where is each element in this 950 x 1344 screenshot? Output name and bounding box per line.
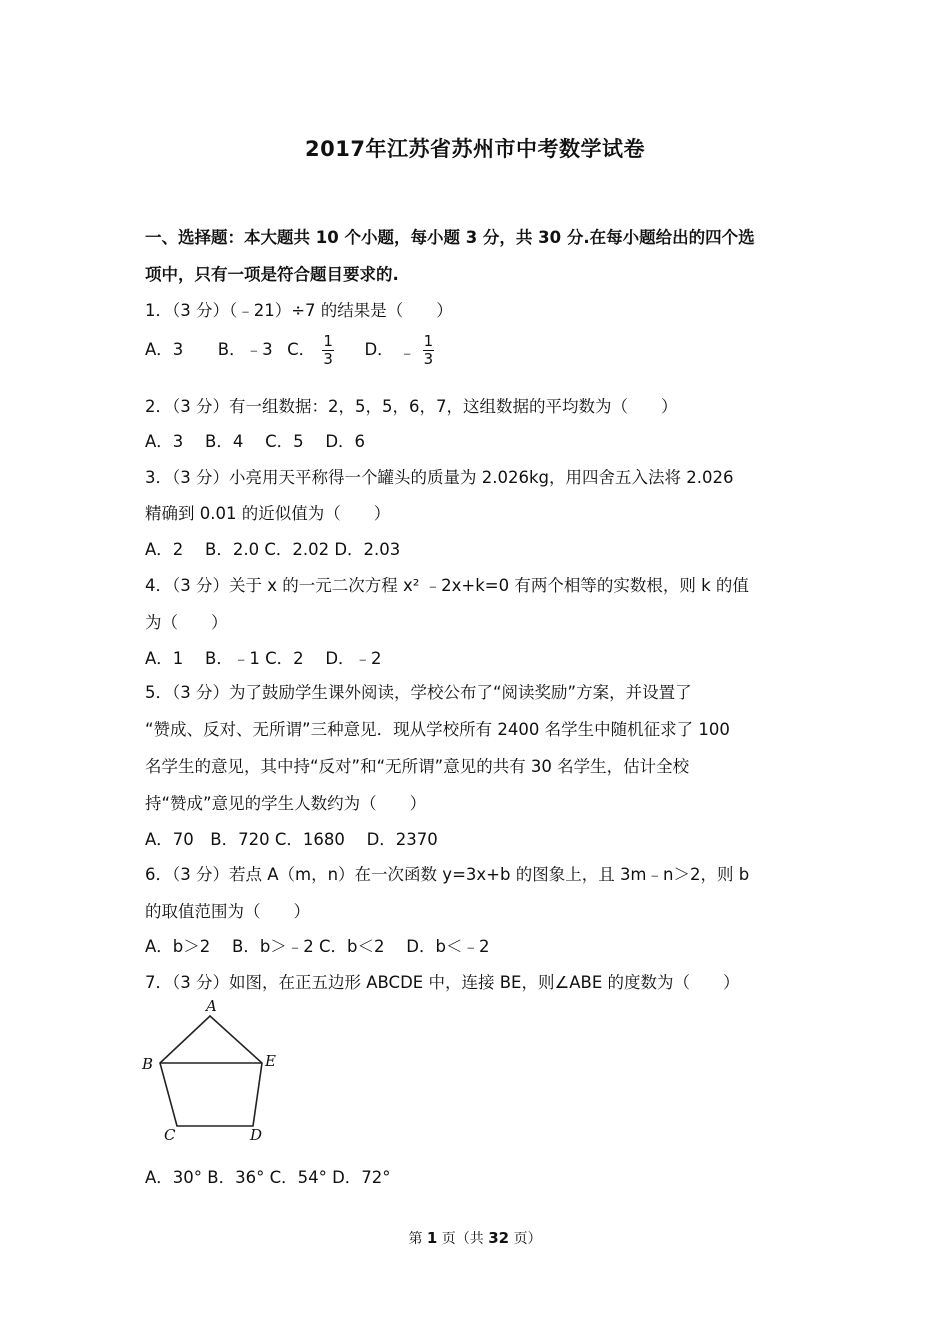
q1-option-d-prefix: D． [364,340,394,359]
question-4-stem-line1: 4．（3 分）关于 x 的一元二次方程 x² ﹣2x+k=0 有两个相等的实数根，则 k 的值 [145,576,749,595]
question-4-stem-line2: 为（ ） [145,613,228,632]
question-4-options: A．1 B．﹣1 C．2 D．﹣2 [145,649,382,668]
fraction-denominator: 3 [323,350,333,368]
vertex-label-c: C [164,1126,176,1144]
page-title: 2017年江苏省苏州市中考数学试卷 [305,137,645,161]
fraction-numerator: 1 [323,332,333,350]
question-5-stem-line3: 名学生的意见，其中持“反对”和“无所谓”意见的共有 30 名学生，估计全校 [145,757,690,776]
negative-sign: ﹣ [398,342,416,362]
question-6-stem-line1: 6．（3 分）若点 A（m，n）在一次函数 y=3x+b 的图象上，且 3m﹣n＞2，则 b [145,865,750,884]
q1-option-b: B．﹣3 [217,340,273,359]
question-7-stem: 7．（3 分）如图，在正五边形 ABCDE 中，连接 BE，则∠ABE 的度数为（ ） [145,973,740,992]
vertex-label-d: D [250,1126,263,1144]
question-6-stem-line2: 的取值范围为（ ） [145,902,310,921]
question-5-stem-line1: 5．（3 分）为了鼓励学生课外阅读，学校公布了“阅读奖励”方案，并设置了 [145,683,692,702]
question-6-options: A．b＞2 B．b＞﹣2 C．b＜2 D．b＜﹣2 [145,937,490,956]
question-3-stem-line1: 3．（3 分）小亮用天平称得一个罐头的质量为 2.026kg，用四舍五入法将 2.026 [145,468,734,487]
question-3-options: A．2 B．2.0 C．2.02 D．2.03 [145,540,401,559]
q1-option-c-fraction [322,334,334,367]
pentagon-diagram [140,996,290,1146]
question-7-options: A．30° B．36° C．54° D．72° [145,1168,391,1187]
question-5-options: A．70 B．720 C．1680 D．2370 [145,830,438,849]
question-5-stem-line4: 持“赞成”意见的学生人数约为（ ） [145,794,427,813]
footer-prefix: 第 [408,1231,423,1247]
pentagon-outline [160,1016,262,1126]
fraction-denominator: 3 [423,350,434,368]
pentagon-figure [140,996,290,1146]
section-heading-line1: 一、选择题：本大题共 10 个小题，每小题 3 分，共 30 分.在每小题给出的四个选 [145,228,755,247]
question-2-stem: 2．（3 分）有一组数据：2，5，5，6，7，这组数据的平均数为（ ） [145,397,678,416]
footer-middle: 页（共 [441,1231,484,1247]
question-2-options: A．3 B．4 C．5 D．6 [145,432,366,451]
question-5-stem-line2: “赞成、反对、无所谓”三种意见．现从学校所有 2400 名学生中随机征求了 100 [145,720,730,739]
vertex-label-b: B [142,1055,154,1073]
q1-option-d-fraction [423,334,435,367]
section-heading-line2: 项中，只有一项是符合题目要求的. [145,265,399,284]
q1-option-c-prefix: C． [287,340,316,359]
page-footer [0,1228,950,1248]
footer-total-pages: 32 [488,1229,510,1247]
question-1-stem: 1．（3 分）（﹣21）÷7 的结果是（ ） [145,301,453,320]
vertex-label-a: A [206,997,217,1015]
footer-suffix: 页） [513,1231,542,1247]
vertex-label-e: E [265,1052,276,1070]
q1-option-a: A．3 [145,340,184,359]
fraction-numerator: 1 [423,332,434,350]
question-1-options [145,334,436,367]
question-3-stem-line2: 精确到 0.01 的近似值为（ ） [145,504,391,523]
footer-page-number: 1 [426,1229,438,1247]
